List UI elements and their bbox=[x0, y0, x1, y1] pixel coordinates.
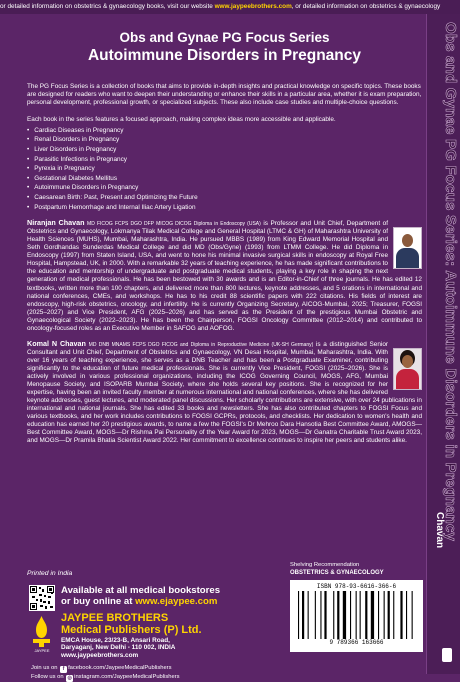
shelving-label: Shelving Recommendation bbox=[290, 562, 360, 568]
jaypee-logo bbox=[30, 614, 53, 648]
author-name: Niranjan Chavan bbox=[27, 218, 85, 228]
topic-item: • Cardiac Diseases in Pregnancy bbox=[27, 126, 422, 136]
top-banner-text: or detailed information on obstetrics & gynaecology books, visit our website bbox=[0, 3, 215, 10]
series-title: Obs and Gynae PG Focus Series bbox=[119, 30, 330, 45]
publisher-name-line2: Medical Publishers (P) Ltd. bbox=[61, 623, 202, 636]
instagram-icon: ◎ bbox=[67, 675, 72, 681]
publisher-address bbox=[61, 637, 175, 659]
topic-item: • Renal Disorders in Pregnancy bbox=[27, 135, 422, 145]
author-credentials: MD FICOG FCPS DGO DFP MICOG DICOG Diploma in Endoscopy (USA) bbox=[87, 221, 261, 228]
topic-item: • Caesarean Birth: Past, Present and Optimizing the Future bbox=[27, 193, 422, 203]
jaypee-logo-text: JAYPEE bbox=[34, 648, 50, 653]
topic-item: • Parasitic Infections in Pregnancy bbox=[27, 155, 422, 165]
book-title: Autoimmune Disorders in Pregnancy bbox=[87, 47, 362, 64]
availability-note bbox=[61, 585, 220, 607]
online-store-link[interactable]: www.ejaypee.com bbox=[135, 596, 218, 607]
facebook-link[interactable]: facebook.com/JaypeeMedicalPublishers bbox=[68, 665, 172, 671]
spine-publisher-logo bbox=[442, 648, 452, 662]
social-links bbox=[31, 664, 180, 682]
isbn-barcode bbox=[290, 580, 423, 652]
top-banner-text-after: , or detailed information on obstetrics & gynaecology bbox=[291, 3, 441, 10]
topic-item: • Postpartum Hemorrhage and Internal Iliac Artery Ligation bbox=[27, 203, 422, 213]
topic-item: • Autoimmune Disorders in Pregnancy bbox=[27, 183, 422, 193]
series-topic-list bbox=[27, 126, 422, 212]
address-line: Daryaganj, New Delhi - 110 002, INDIA bbox=[61, 644, 176, 652]
facebook-icon: f bbox=[60, 666, 67, 673]
author-photo bbox=[393, 348, 422, 390]
facebook-line bbox=[31, 664, 180, 673]
publisher-name bbox=[61, 613, 202, 636]
author-credentials: MD DNB MNAMS FCPS DGO FICOG and Diploma in Reproductive Medicine (UK-SH Germany) bbox=[88, 341, 314, 348]
publisher-name-line1: JAYPEE BROTHERS bbox=[61, 612, 169, 624]
online-purchase-line bbox=[61, 596, 220, 607]
shelving-value: OBSTETRICS & GYNAECOLOGY bbox=[290, 570, 384, 576]
instagram-prefix: Follow us on bbox=[31, 674, 64, 680]
top-banner-url[interactable]: www.jaypeebrothers.com bbox=[214, 3, 292, 10]
topic-item: • Liver Disorders in Pregnancy bbox=[27, 145, 422, 155]
author-bio-komal bbox=[27, 340, 422, 446]
top-banner bbox=[0, 0, 460, 14]
intro-paragraph: The PG Focus Series is a collection of books that aims to provide in-depth insights and practical knowledge on specific topics. These books are designed for readers who want to deepen their understanding or enhance their skills in a particular area, whether it is exam preparation, personal development, professional growth, or specialized subjects. These also include case studies and multiple-choice questions. bbox=[27, 83, 422, 107]
online-purchase-prefix: or buy online at bbox=[61, 596, 136, 607]
address-line: EMCA House, 23/23-B, Ansari Road, bbox=[61, 637, 170, 644]
instagram-line bbox=[31, 673, 180, 682]
availability-line: Available at all medical bookstores bbox=[61, 585, 221, 596]
isbn-number: ISBN 978-93-6616-366-6 bbox=[316, 583, 397, 590]
author-name: Komal N Chavan bbox=[27, 338, 86, 348]
topic-item: • Pyrexia in Pregnancy bbox=[27, 164, 422, 174]
qr-code[interactable] bbox=[29, 585, 55, 611]
author-bio-text: is Professor and Unit Chief, Department of Obstetrics and Gynaecology, Lokmanya Tilak Medical College and General Hospital (LTMC & GH) of Maharashtra University of Health Sciences (MUHS), Mumbai, Maharashtra, India. He pursued MBBS (1989) from King Edward Memorial Hospital and Seth Gordhandas Sunderdas Medical College and did MD (Obs/Gyne) (1993) from LTMM College. He did Diploma in Endoscopy (1997) from Staten Island, USA, and went to hone his minimal invasive surgical skills in endoscopy at Royal Free Hospital, Hampstead, UK, in 2000. With a remarkable 32 years of teaching experience, he has made significant contributions to the education and mentorship of undergraduate and postgraduate medical students, playing a key role in shaping the next generation of medical professionals. He has been bestowed with 30 awards and is an Editor-in-Chief of three journals. He has edited 12 textbooks, written more than 100 chapters, and delivered more than 800 lectures, keynote addresses, and 5 orations in international and national conferences, CMEs, and workshops. He has to his credit 88 scientific papers with 222 citations. His fields of interest are endoscopy, high-risk obstetrics, oncology, and infertility. He is currently Organizing Secretary, AICOG-Mumbai, 2025; Treasurer, FOGSI (2025–2027) and Vice President, AFG (2025–2026) and has served as the President of the prestigious Mumbai Obstetric and Gynaecological Society (2022–2023). He has been the Chairperson, FOGSI Oncology Committee (2012–2014) and contributed to oncology-focused roles as an Executive Member in SAFOG and AOFOG. bbox=[27, 220, 422, 332]
author-bio-text: is a distinguished Senior Consultant and Unit Chief, Department of Obstetrics and Gynaecology, VN Desai Hospital, Mumbai, Maharashtra, India. With over 16 years of teaching experience, she serves as a DNB Teacher and has been a Postgraduate Examiner, contributing significantly to the education of future medical professionals. She is currently Vice President, FOGSI (2025–2026). She is actively involved in various professional organizations, including the ICOG Governing Council, MOGS, AFG, Mumbai Menopause Society, and ISOPARB Mumbai Society, where she holds several key positions. She is recognized for her expertise, having been an invited faculty member at numerous international and national conferences, where she has delivered keynote addresses, guest lectures, and moderated panel discussions. Her scholarly contributions are extensive, with over 24 publications in international and national journals. She has edited 33 books and newsletters. She has also contributed chapters to FOGSI Focus and various textbooks, and her work includes contributions to FOGSI GCPRs, protocols, and checklists. Her dedication to women's health and education has earned her 20 prestigious awards, to name a few the FOGSI's Dr Mehroo Dara Hansotia Best Committee Award, AMOGS—Best Committee Award, MOGS—Dr Rishma Pai Personality of the Year Award for 2023, MOGS—Dr Ganatra Charitable Trust Award 2023, and MOGS—Dr Pramila Bhatia Scientist Award 2022. Her commitment to excellence continues to inspire her peers and students alike. bbox=[27, 340, 422, 445]
instagram-link[interactable]: instagram.com/JaypeeMedicalPublishers bbox=[74, 674, 180, 680]
barcode-digits: 9 789366 163666 bbox=[329, 639, 384, 646]
spine-author: Chavan bbox=[434, 512, 445, 549]
focused-approach-line: Each book in the series features a focused approach, making complex ideas more accessible and applicable. bbox=[27, 115, 336, 123]
barcode-bars bbox=[295, 591, 418, 639]
author-bio-niranjan bbox=[27, 219, 422, 333]
author-photo bbox=[393, 227, 422, 269]
back-cover-content bbox=[27, 14, 422, 445]
topic-item: • Gestational Diabetes Mellitus bbox=[27, 174, 422, 184]
publisher-website[interactable]: www.jaypeebrothers.com bbox=[61, 651, 139, 659]
spine-title: Obs and Gynae PG Focus Series: Autoimmune Disorders in Pregnancy bbox=[442, 22, 459, 542]
facebook-prefix: Join us on bbox=[31, 665, 58, 671]
printed-in-label: Printed in India bbox=[27, 570, 73, 577]
